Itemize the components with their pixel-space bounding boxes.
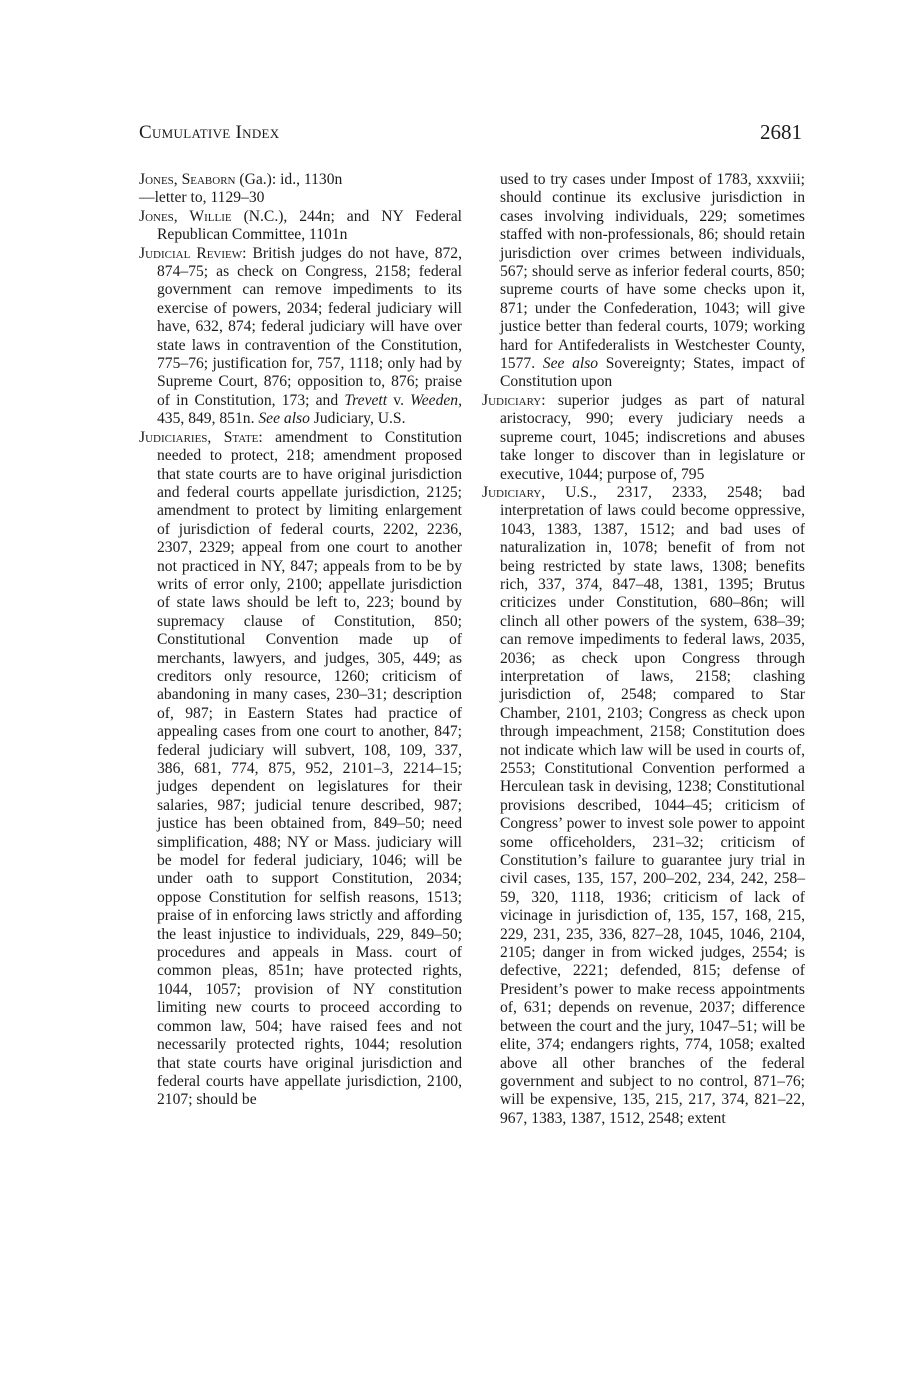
- index-entry-continuation: [482, 171, 805, 392]
- index-entry-judicial-review: [139, 245, 462, 429]
- entry-text: Judiciary, U.S.: [309, 410, 406, 428]
- index-column-right: [482, 171, 805, 1128]
- entry-heading: Judiciaries, State: [139, 428, 259, 446]
- index-entry-judiciary: [482, 392, 805, 484]
- entry-text: used to try cases under Impost of 1783, xxxviii; should continue its exclusive jurisdiction in cases involving individuals, 229; sometimes staffed with non-professionals, 86; should retain jurisdiction over crimes between individuals, 567; should serve as inferior federal courts, 850; supreme courts of have some checks upon it, 871; under the Confederation, 1043; will give justice better than federal courts, 1079; working hard for Antifederalists in Westchester County, 1577.: [500, 171, 805, 373]
- index-column-left: [139, 171, 462, 1110]
- entry-text: : amendment to Constitution needed to protect, 218; amendment proposed that state courts are to have original jurisdiction and federal courts appellate jurisdiction, 2125; amendment to protect by limiting enlargement of jurisdiction of federal courts, 2202, 2236, 2307, 2329; appeal from one court to another not practiced in NY, 847; appeals from to be by writs of error only, 2100; appellate jurisdiction of state laws should be left to, 223; bound by supremacy clause of Constitution, 850; Constitutional Convention made up of merchants, lawyers, and judges, 305, 449; as creditors only resource, 1260; criticism of abandoning in many cases, 230–31; description of, 987; in Eastern States had practice of appealing cases from one court to another, 847; federal judiciary will subvert, 108, 109, 337, 386, 681, 774, 875, 952, 2101–3, 2214–15; judges dependent on legislatures for their salaries, 987; judicial tenure described, 987; justice has been obtained from, 849–50; need simplification, 488; NY or Mass. judiciary will be model for federal judiciary, 1046; will be under oath to support Constitution, 2034; oppose Constitution for selfish reasons, 1513; praise of in enforcing laws strictly and affording the least injustice to individuals, 229, 849–50; procedures and appeals in Mass. court of common pleas, 851n; have protected rights, 1044, 1057; provision of NY constitution limiting new courts to proceed according to common law, 504; have raised fees and not necessarily protected rights, 1044; resolution that state courts have original jurisdiction and federal courts have appellate jurisdiction, 2100, 2107; should be: [157, 428, 462, 1109]
- entry-heading: Judiciary: [482, 391, 542, 409]
- case-name-italic: Weeden,: [410, 391, 462, 409]
- subentry-text: —letter to, 1129–30: [139, 189, 265, 207]
- entry-text: : superior judges as part of natural aristocracy, 990; every judiciary needs a supreme court, 1045; indiscretions and abuses take longer to discover than in legislature or executive, 1044; purpose of, 795: [500, 391, 805, 483]
- page-number: 2681: [760, 120, 802, 144]
- index-entry-jones-seaborn: [139, 171, 462, 189]
- entry-text: : British judges do not have, 872, 874–75; as check on Congress, 2158; federal government can remove impediments to its exercise of powers, 2034; federal judiciary will have, 632, 874; federal judiciary will have over state laws in contravention of the Constitution, 775–76; justification for, 757, 1118; only had by Supreme Court, 876; opposition to, 876; praise of in Constitution, 173; and: [157, 244, 462, 409]
- entry-text: , 2317, 2333, 2548; bad interpretation of laws could become oppressive, 1043, 1383, 1387, 1512; and bad uses of naturalization in, 1078; benefit of from not being restricted by state laws, 1308; benefits rich, 337, 374, 847–48, 1381, 1395; Brutus criticizes under Constitution, 680–86n; will clinch all other powers of the system, 638–39; can remove impediments to federal laws, 2035, 2036; as check upon Congress through interpretation of laws, 2158; clashing jurisdiction of, 2548; compared to Star Chamber, 2101, 2103; Congress as check upon through impeachment, 2158; Constitution does not indicate which law will be used in courts of, 2553; Constitutional Convention performed a Herculean task in devising, 1238; Constitutional provisions described, 1044–45; criticism of Congress’ power to invest sole power to appoint some officeholders, 231–32; criticism of Constitution’s failure to guarantee jury trial in civil cases, 135, 157, 200–202, 234, 242, 258–59, 320, 1118, 1936; criticism of lack of vicinage in jurisdiction of, 135, 157, 168, 215, 229, 231, 235, 336, 827–28, 1045, 1046, 2104, 2105; danger in from wicked judges, 2554; is defective, 2221; defended, 815; defense of President’s power to make recess appointments of, 631; depends on revenue, 2037; difference between the court and the jury, 1047–51; will be elite, 374; endangers rights, 774, 1058; exalted above all other branches of the federal government and subject to no control, 871–76; will be expensive, 135, 215, 217, 374, 821–22, 967, 1383, 1387, 1512, 2548; extent: [500, 483, 805, 1127]
- entry-text: v.: [387, 391, 411, 409]
- see-also-italic: See also: [258, 410, 310, 428]
- index-entry-judiciaries-state: [139, 429, 462, 1110]
- see-also-italic: See also: [542, 355, 599, 373]
- entry-text: (N.C.), 244n; and NY Federal Republican Committee, 1101n: [157, 207, 462, 244]
- entry-text: (Ga.): id., 1130n: [235, 171, 343, 188]
- entry-text: 435, 849, 851n.: [157, 410, 259, 428]
- index-entry-judiciary-us: [482, 484, 805, 1128]
- entry-heading: Jones, Willie: [139, 207, 232, 225]
- entry-heading: Jones, Seaborn: [139, 171, 236, 188]
- entry-text: Sovereignty; States, impact of Constitution upon: [500, 355, 806, 391]
- running-head: Cumulative Index: [139, 122, 280, 143]
- entry-heading: Judicial Review: [139, 244, 243, 262]
- index-entry-jones-willie: [139, 208, 462, 245]
- case-name-italic: Trevett: [344, 391, 388, 409]
- page-header: [139, 122, 802, 152]
- entry-heading: Judiciary, U.S.: [482, 483, 593, 501]
- index-subentry: [139, 189, 462, 207]
